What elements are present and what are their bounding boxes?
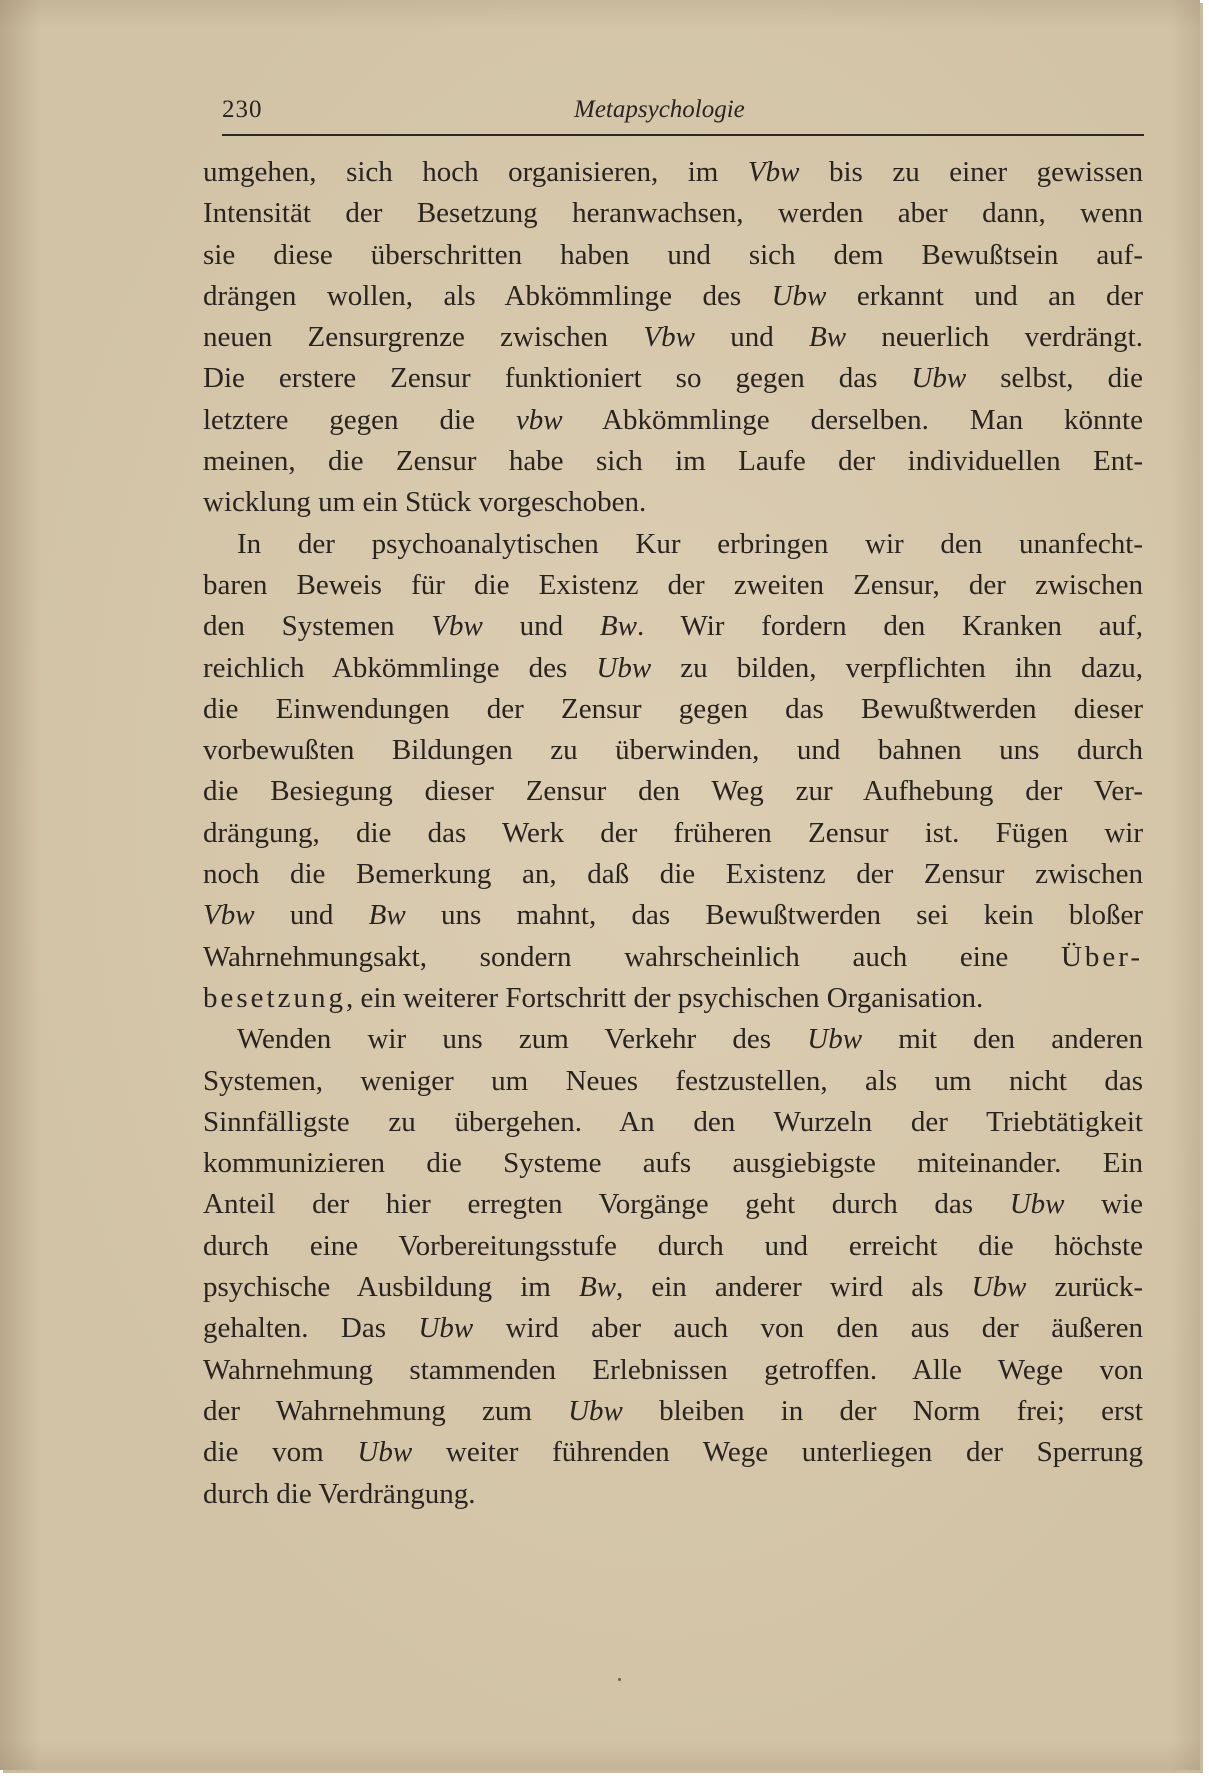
paper-speck (618, 1678, 621, 1681)
system-abbreviation: Vbw (431, 610, 483, 643)
system-abbreviation: Bw (599, 610, 637, 643)
running-title: Metapsychologie (574, 96, 745, 123)
text-line: drängen wollen, als Abkömmlinge des Ubw erkannt und an der (203, 279, 1143, 312)
system-abbreviation: Ubw (971, 1271, 1027, 1304)
text-line: reichlich Abkömmlinge des Ubw zu bilden, verpflichten ihn dazu, (203, 651, 1144, 684)
body-text (203, 152, 1143, 1515)
text-line: durch eine Vorbereitungsstufe durch und erreicht die höchste (203, 1229, 1143, 1262)
text-line: Systemen, weniger um Neues festzustellen, als um nicht das (203, 1064, 1143, 1097)
text-line: baren Beweis für die Existenz der zweiten Zensur, der zwischen (203, 568, 1143, 601)
system-abbreviation: Ubw (418, 1312, 474, 1345)
text-line: vorbewußten Bildungen zu überwinden, und bahnen uns durch (203, 734, 1143, 767)
header-rule (222, 134, 1144, 136)
text-line: drängung, die das Werk der früheren Zensur ist. Fügen wir (203, 816, 1143, 849)
spaced-emphasis: besetzung (203, 981, 346, 1014)
text-line: Wahrnehmung stammenden Erlebnissen getroffen. Alle Wege von (203, 1353, 1143, 1386)
text-line: die vom Ubw weiter führenden Wege unterliegen der Sperrung (203, 1436, 1143, 1469)
text-line: meinen, die Zensur habe sich im Laufe der individuellen Ent- (203, 445, 1143, 478)
system-abbreviation: Ubw (568, 1394, 623, 1427)
page-number: 230 (222, 96, 263, 123)
system-abbreviation: Ubw (807, 1023, 863, 1056)
spaced-emphasis: Über- (1060, 940, 1143, 973)
system-abbreviation: Ubw (596, 651, 652, 684)
text-line: Die erstere Zensur funktioniert so gegen das Ubw selbst, die (203, 362, 1143, 395)
system-abbreviation: Bw (578, 1271, 616, 1304)
system-abbreviation: Ubw (771, 279, 827, 312)
text-line: sie diese überschritten haben und sich dem Bewußtsein auf- (203, 238, 1143, 271)
text-line: Wahrnehmungsakt, sondern wahrscheinlich auch eine Über- (203, 940, 1143, 973)
text-line: psychische Ausbildung im Bw, ein anderer wird als Ubw zurück- (203, 1271, 1143, 1304)
text-line: wicklung um ein Stück vorgeschoben. (203, 486, 647, 519)
system-abbreviation: Ubw (357, 1436, 413, 1469)
text-line: In der psychoanalytischen Kur erbringen wir den unanfecht- (237, 527, 1143, 560)
text-line: Anteil der hier erregten Vorgänge geht durch das Ubw wie (203, 1188, 1143, 1221)
text-line: Vbw und Bw uns mahnt, das Bewußtwerden sei kein bloßer (203, 899, 1144, 932)
text-line: Wenden wir uns zum Verkehr des Ubw mit den anderen (237, 1023, 1143, 1056)
text-line: noch die Bemerkung an, daß die Existenz der Zensur zwischen (203, 858, 1143, 891)
text-line: der Wahrnehmung zum Ubw bleiben in der Norm frei; erst (203, 1394, 1143, 1427)
system-abbreviation: Bw (368, 899, 406, 932)
system-abbreviation: Vbw (747, 156, 800, 188)
system-abbreviation: Ubw (911, 362, 967, 395)
system-abbreviation: Vbw (203, 899, 255, 932)
system-abbreviation: vbw (515, 403, 563, 436)
text-line: letztere gegen die vbw Abkömmlinge derselben. Man könnte (203, 403, 1143, 436)
system-abbreviation: Vbw (643, 321, 695, 354)
text-line: gehalten. Das Ubw wird aber auch von den aus der äußeren (203, 1312, 1143, 1345)
text-line: Sinnfälligste zu übergehen. An den Wurzeln der Triebtätigkeit (203, 1105, 1143, 1138)
text-line: kommunizieren die Systeme aufs ausgiebigste miteinander. Ein (203, 1147, 1143, 1180)
text-line: den Systemen Vbw und Bw. Wir fordern den Kranken auf, (203, 610, 1143, 643)
text-line: Intensität der Besetzung heranwachsen, werden aber dann, wenn (203, 197, 1143, 230)
text-line: umgehen, sich hoch organisieren, im Vbw bis zu einer gewissen (203, 156, 1143, 188)
system-abbreviation: Bw (809, 321, 847, 354)
system-abbreviation: Ubw (1009, 1188, 1065, 1221)
text-line: die Besiegung dieser Zensur den Weg zur Aufhebung der Ver- (203, 775, 1143, 808)
text-line: besetzung, ein weiterer Fortschritt der psychischen Organisation. (203, 981, 984, 1014)
running-head (222, 96, 1144, 130)
text-line: neuen Zensurgrenze zwischen Vbw und Bw neuerlich verdrängt. (203, 321, 1143, 354)
text-line: die Einwendungen der Zensur gegen das Bewußtwerden dieser (203, 692, 1143, 725)
text-line: durch die Verdrängung. (203, 1477, 476, 1510)
